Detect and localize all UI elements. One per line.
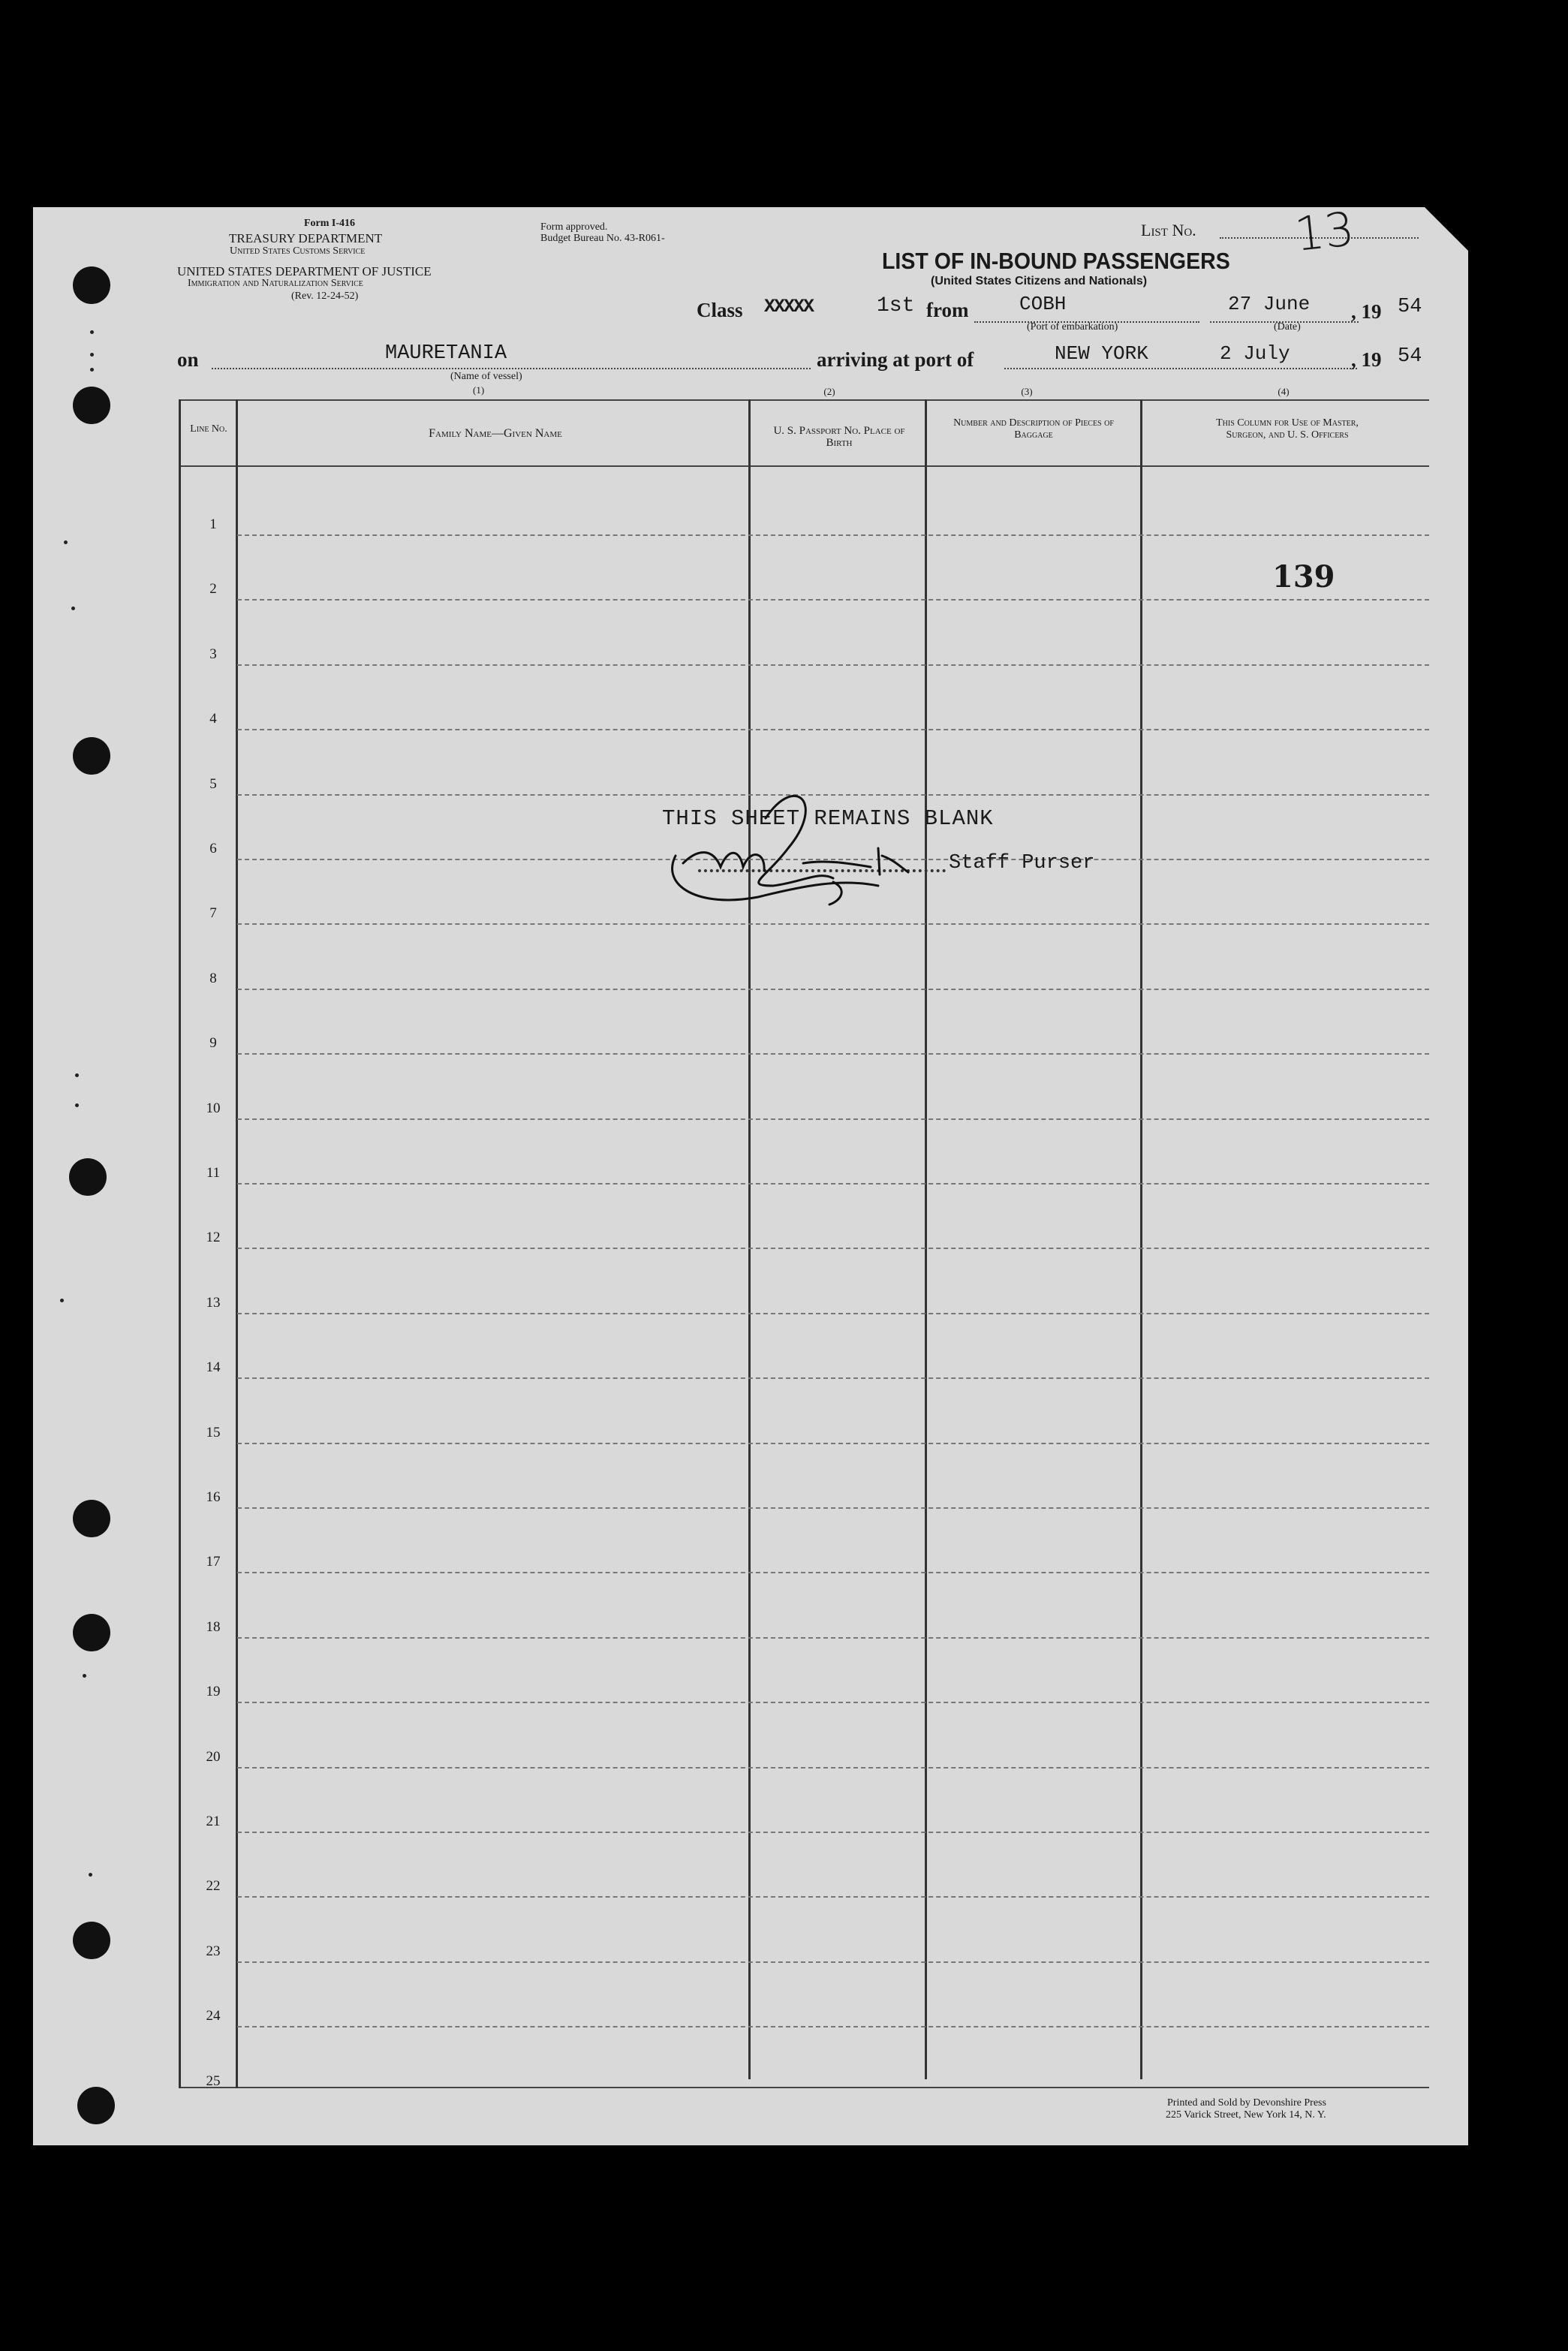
printer-line-2: 225 Varick Street, New York 14, N. Y. xyxy=(1166,2109,1326,2121)
perforation-dot xyxy=(90,368,94,372)
sheet-corner-cut xyxy=(1425,207,1470,252)
perforation-dot xyxy=(64,540,68,544)
row-line xyxy=(237,1896,1429,1898)
row-number: 2 xyxy=(209,581,217,598)
purser-signature xyxy=(653,773,923,908)
row-number: 6 xyxy=(209,841,217,856)
row-line xyxy=(237,1313,1429,1314)
row-number: 11 xyxy=(206,1165,221,1181)
row-number: 7 xyxy=(209,905,217,922)
row-number: 18 xyxy=(206,1618,221,1635)
row-line xyxy=(237,1637,1429,1639)
year2-prefix: , 19 xyxy=(1351,348,1382,371)
row-line xyxy=(237,1183,1429,1185)
binder-hole xyxy=(69,1158,107,1196)
list-no-value: 13 xyxy=(1292,201,1357,262)
signer-title: Staff Purser xyxy=(949,852,1095,874)
arriving-label: arriving at port of xyxy=(817,348,974,371)
col-family-name: Family Name—Given Name xyxy=(429,427,562,440)
row-number: 5 xyxy=(209,775,217,792)
row-number: 22 xyxy=(206,1878,221,1895)
stamp-number: 139 xyxy=(1272,559,1335,595)
row-number: 8 xyxy=(209,970,217,986)
vessel-name: MAURETANIA xyxy=(385,342,507,365)
perforation-dot xyxy=(89,1873,92,1877)
col-officers: This Column for Use of Master, Surgeon, and U. S. Officers xyxy=(1216,417,1359,441)
baggage-col-border xyxy=(1140,399,1142,2079)
arrival-line xyxy=(1004,368,1357,369)
row-number: 25 xyxy=(206,2073,221,2089)
row-line xyxy=(237,534,1429,536)
manifest-sheet xyxy=(33,207,1468,2145)
customs-service: United States Customs Service xyxy=(230,245,366,257)
list-no-label: List No. xyxy=(1141,221,1196,239)
col-passport: U. S. Passport No. Place of Birth xyxy=(773,425,905,449)
vessel-line xyxy=(212,368,811,369)
departure-year: 54 xyxy=(1398,296,1422,318)
row-line xyxy=(237,923,1429,925)
row-number: 3 xyxy=(209,646,217,662)
perforation-dot xyxy=(90,353,94,357)
col-num-3: (3) xyxy=(1021,386,1033,397)
row-number: 20 xyxy=(206,1748,221,1765)
arrival-date: 2 July xyxy=(1220,342,1290,365)
row-number: 21 xyxy=(206,1814,221,1829)
blank-sheet-note: THIS SHEET REMAINS BLANK xyxy=(662,806,994,831)
vessel-col-num: (1) xyxy=(473,384,485,396)
treasury-dept: TREASURY DEPARTMENT xyxy=(229,231,383,245)
binder-hole xyxy=(73,1500,110,1537)
row-line xyxy=(237,1961,1429,1963)
col-line-no: Line No. xyxy=(190,423,227,435)
binder-hole xyxy=(73,1922,110,1959)
port-caption: (Port of embarkation) xyxy=(1027,321,1118,333)
page-title: LIST OF IN-BOUND PASSENGERS xyxy=(882,248,1230,274)
perforation-dot xyxy=(75,1103,79,1107)
row-line xyxy=(237,1767,1429,1769)
col-num-2: (2) xyxy=(823,386,835,397)
row-number: 16 xyxy=(206,1489,221,1505)
row-number: 15 xyxy=(206,1424,221,1440)
class-value: 1st xyxy=(877,294,915,318)
perforation-dot xyxy=(75,1073,79,1077)
departure-date: 27 June xyxy=(1228,293,1311,315)
table-left-border xyxy=(179,399,181,2088)
row-line xyxy=(237,1832,1429,1833)
class-struck-value: XXXXX xyxy=(764,296,814,318)
perforation-dot xyxy=(71,607,75,610)
perforation-dot xyxy=(60,1299,64,1302)
row-line xyxy=(237,1702,1429,1703)
binder-hole xyxy=(77,2087,115,2124)
row-number: 10 xyxy=(206,1100,221,1116)
row-line xyxy=(237,1248,1429,1249)
row-line xyxy=(237,1118,1429,1120)
perforation-dot xyxy=(83,1674,86,1678)
class-label: Class xyxy=(697,299,743,321)
revision: (Rev. 12-24-52) xyxy=(291,290,359,302)
row-number: 17 xyxy=(206,1554,221,1570)
row-number: 4 xyxy=(209,711,217,727)
table-bottom-border xyxy=(180,2087,1429,2088)
col-baggage: Number and Description of Pieces of Baggage xyxy=(953,417,1114,441)
name-col-border xyxy=(748,399,751,2079)
form-approved: Form approved. xyxy=(540,221,608,233)
year-prefix: , 19 xyxy=(1351,300,1382,323)
row-number: 12 xyxy=(206,1230,221,1246)
port-of-embarkation: COBH xyxy=(1019,293,1067,315)
page-subtitle: (United States Citizens and Nationals) xyxy=(931,275,1148,287)
budget-bureau: Budget Bureau No. 43-R061- xyxy=(540,233,665,244)
row-line xyxy=(237,2026,1429,2027)
row-line xyxy=(237,729,1429,730)
col-num-4: (4) xyxy=(1278,386,1290,397)
row-line xyxy=(237,1053,1429,1055)
row-line xyxy=(237,989,1429,990)
printer-line-1: Printed and Sold by Devonshire Press xyxy=(1167,2097,1326,2109)
row-number: 9 xyxy=(209,1035,217,1052)
on-label: on xyxy=(177,348,199,371)
line-col-border xyxy=(236,399,238,2088)
row-line xyxy=(237,1443,1429,1444)
table-top-border xyxy=(180,399,1429,401)
row-line xyxy=(237,599,1429,601)
vessel-caption: (Name of vessel) xyxy=(450,371,522,382)
form-number: Form I-416 xyxy=(304,218,356,229)
arrival-year: 54 xyxy=(1398,345,1422,368)
binder-hole xyxy=(73,737,110,775)
binder-hole xyxy=(73,1614,110,1651)
row-number: 23 xyxy=(206,1943,221,1959)
binder-hole xyxy=(73,266,110,304)
row-number: 13 xyxy=(206,1294,221,1311)
header-bottom-border xyxy=(180,465,1429,467)
justice-dept: UNITED STATES DEPARTMENT OF JUSTICE xyxy=(177,264,432,278)
row-number: 14 xyxy=(206,1359,221,1376)
row-number: 24 xyxy=(206,2008,221,2024)
row-line xyxy=(237,1572,1429,1573)
binder-hole xyxy=(73,387,110,424)
row-number: 1 xyxy=(209,516,217,532)
arrival-port: NEW YORK xyxy=(1055,342,1148,365)
row-number: 19 xyxy=(206,1684,221,1700)
row-line xyxy=(237,1507,1429,1509)
perforation-dot xyxy=(90,330,94,334)
ins-service: Immigration and Naturalization Service xyxy=(188,278,363,289)
passport-col-border xyxy=(925,399,927,2079)
date-caption: (Date) xyxy=(1274,321,1301,333)
row-line xyxy=(237,664,1429,666)
row-line xyxy=(237,1377,1429,1379)
from-label: from xyxy=(926,299,969,321)
